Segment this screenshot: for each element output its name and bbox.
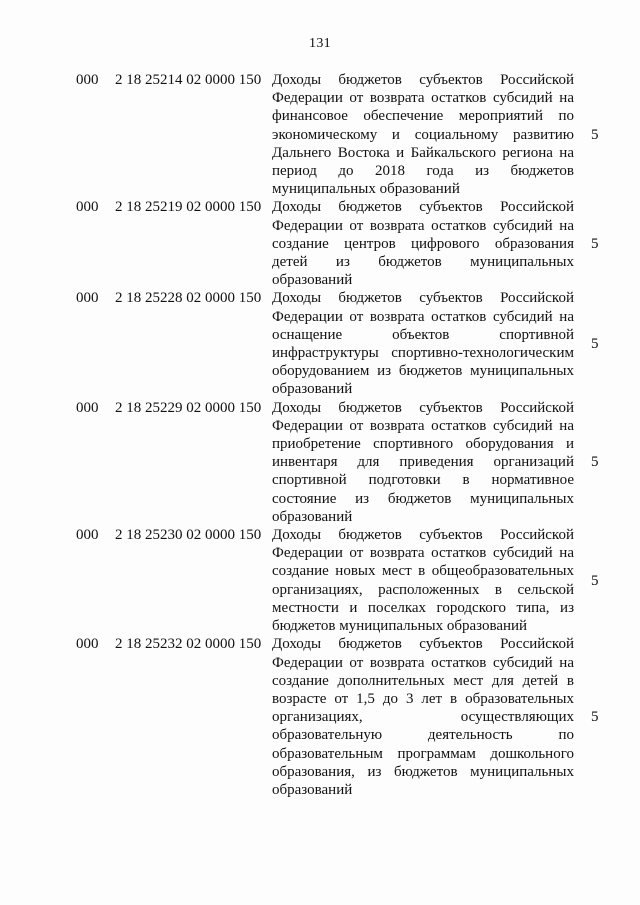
admin-code: 000 bbox=[76, 399, 99, 416]
admin-code: 000 bbox=[76, 72, 99, 88]
budget-classification-code: 2 18 25219 02 0000 150 bbox=[115, 199, 262, 216]
page-number: 131 bbox=[309, 36, 331, 51]
amount-value: 5 bbox=[591, 126, 599, 143]
budget-classification-code: 2 18 25230 02 0000 150 bbox=[115, 527, 262, 544]
revenue-name: Доходы бюджетов субъектов Российской Федерации от возврата остатков субсидий на создание новых мест в общеобразовательных организациях, расположенных в сельской местности и поселках городского типа, из бюджетов муниципальных образований bbox=[272, 527, 574, 635]
admin-code: 000 bbox=[76, 199, 99, 216]
amount-value: 5 bbox=[591, 235, 599, 252]
admin-code: 000 bbox=[76, 636, 99, 653]
amount-value: 5 bbox=[591, 454, 599, 471]
revenue-name: Доходы бюджетов субъектов Российской Федерации от возврата остатков субсидий на создание центров цифрового образования детей из бюджетов муниципальных образований bbox=[272, 199, 574, 289]
table-row bbox=[0, 289, 640, 398]
revenue-name: Доходы бюджетов субъектов Российской Федерации от возврата остатков субсидий на финансовое обеспечение мероприятий по экономическому и социальному развитию Дальнего Востока и Байкальского региона на период до 2018 года из бюджетов муниципальных образований bbox=[272, 72, 574, 198]
budget-classification-code: 2 18 25232 02 0000 150 bbox=[115, 636, 262, 653]
revenue-name: Доходы бюджетов субъектов Российской Федерации от возврата остатков субсидий на создание дополнительных мест для детей в возрасте от 1,5 до 3 лет в образовательных организациях, осуществляющих образовательную деятельность по образовательным программам дошкольного образования, из бюджетов муниципальных образований bbox=[272, 636, 574, 798]
table-row bbox=[0, 635, 640, 799]
amount-value: 5 bbox=[591, 335, 599, 352]
table-row bbox=[0, 526, 640, 635]
table-row bbox=[0, 71, 640, 198]
revenue-codes-table bbox=[0, 71, 640, 799]
revenue-name: Доходы бюджетов субъектов Российской Федерации от возврата остатков субсидий на оснащение объектов спортивной инфраструктуры спортивно-технологическим оборудованием из бюджетов муниципальных образований bbox=[272, 290, 574, 398]
budget-classification-code: 2 18 25229 02 0000 150 bbox=[115, 399, 262, 416]
budget-classification-code: 2 18 25214 02 0000 150 bbox=[115, 72, 262, 88]
amount-value: 5 bbox=[591, 709, 599, 726]
admin-code: 000 bbox=[76, 290, 99, 307]
budget-classification-code: 2 18 25228 02 0000 150 bbox=[115, 290, 262, 307]
admin-code: 000 bbox=[76, 527, 99, 544]
table-row bbox=[0, 399, 640, 526]
table-row bbox=[0, 198, 640, 289]
revenue-name: Доходы бюджетов субъектов Российской Федерации от возврата остатков субсидий на приобретение спортивного оборудования и инвентаря для приведения организаций спортивной подготовки в нормативное состояние из бюджетов муниципальных образований bbox=[272, 399, 574, 525]
amount-value: 5 bbox=[591, 572, 599, 589]
